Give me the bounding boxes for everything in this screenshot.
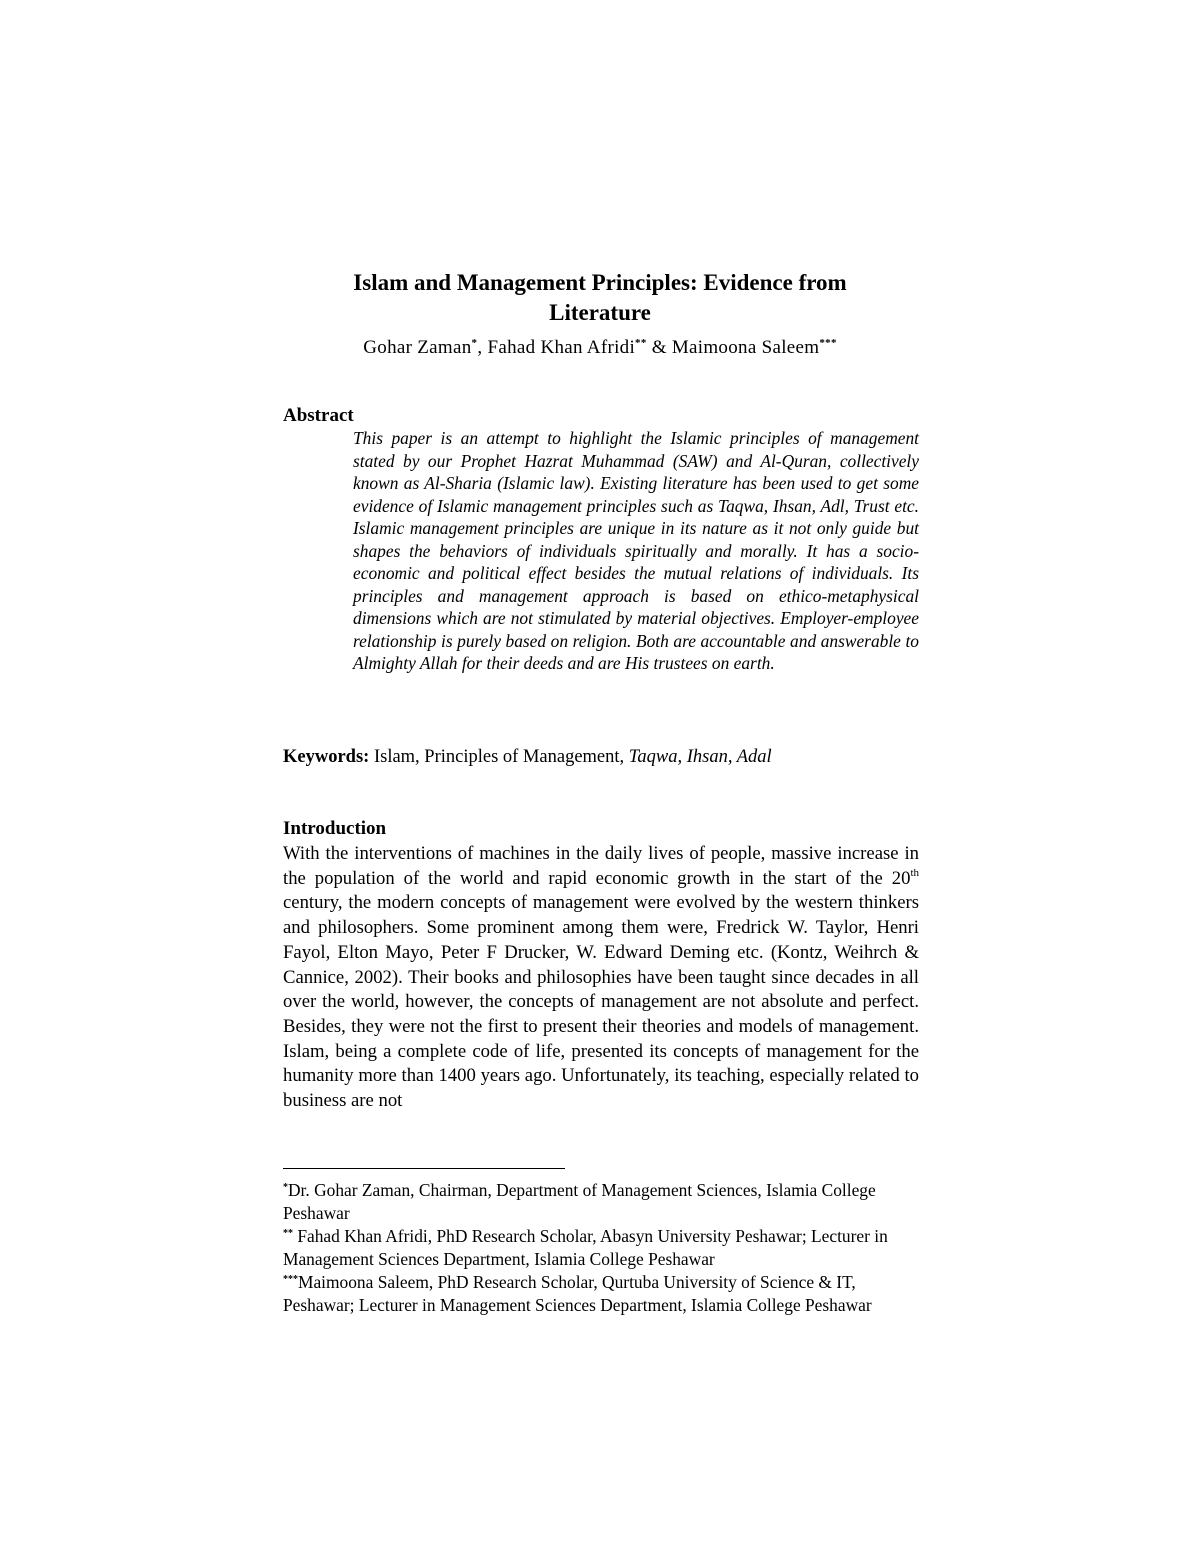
author-mark: ** xyxy=(635,337,647,349)
author-mark: *** xyxy=(819,337,837,349)
footnote-text: Fahad Khan Afridi, PhD Research Scholar, Abasyn University Peshawar; Lecturer in Management Sciences Department, Islamia College Peshawar xyxy=(283,1226,888,1269)
intro-superscript: th xyxy=(910,866,919,879)
paper-title xyxy=(0,268,1200,328)
introduction-heading: Introduction xyxy=(283,818,387,839)
title-line-1: Islam and Management Principles: Evidence from xyxy=(353,270,847,295)
keywords-label: Keywords: xyxy=(283,747,370,767)
abstract-heading: Abstract xyxy=(283,405,354,426)
footnote-mark: * xyxy=(283,1182,288,1193)
author-separator: & xyxy=(646,337,672,358)
footnotes xyxy=(283,1179,919,1317)
author-name: Fahad Khan Afridi xyxy=(487,337,636,358)
abstract-text: This paper is an attempt to highlight the Islamic principles of management stated by our Prophet Hazrat Muhammad (SAW) and Al-Quran, collectively known as Al-Sharia (Islamic law). Existing literature has been used to get some evidence of Islamic management principles such as Taqwa, Ihsan, Adl, Trust etc. Islamic management principles are unique in its nature as it not only guide but shapes the behaviors of individuals spiritually and morally. It has a socio-economic and political effect besides the mutual relations of individuals. Its principles and management approach is based on ethico-metaphysical dimensions which are not stimulated by material objectives. Employer-employee relationship is purely based on religion. Both are accountable and answerable to Almighty Allah for their deeds and are His trustees on earth. xyxy=(353,428,919,673)
footnote xyxy=(283,1225,919,1271)
author-mark: * xyxy=(471,337,478,349)
footnote xyxy=(283,1271,919,1317)
keywords-line xyxy=(283,745,772,769)
footnote-mark: *** xyxy=(283,1274,298,1285)
keywords-plain: Islam, Principles of Management, xyxy=(373,747,625,767)
intro-text-part-2: century, the modern concepts of management were evolved by the western thinkers and philosophers. Some prominent among them were, Fredrick W. Taylor, Henri Fayol, Elton Mayo, Peter F Drucker, W. Edward Deming etc. (Kontz, Weihrch & Cannice, 2002). Their books and philosophies have been taught since decades in all over the world, however, the concepts of management are not absolute and perfect. Besides, they were not the first to present their theories and models of management. Islam, being a complete code of life, presented its concepts of management for the humanity more than 1400 years ago. Unfortunately, its teaching, especially related to business are not xyxy=(283,892,919,1112)
intro-text-part-1: With the interventions of machines in the daily lives of people, massive increase in the population of the world and rapid economic growth in the start of the 20 xyxy=(283,843,919,889)
introduction-text xyxy=(283,842,919,1114)
title-line-2: Literature xyxy=(549,300,651,325)
footnote-divider xyxy=(283,1168,565,1169)
author-name: Maimoona Saleem xyxy=(671,337,820,358)
footnote-mark: ** xyxy=(283,1228,293,1239)
footnote-text: Dr. Gohar Zaman, Chairman, Department of Management Sciences, Islamia College Peshawar xyxy=(283,1180,876,1223)
author-list xyxy=(0,330,1200,361)
author-name: Gohar Zaman xyxy=(363,337,472,358)
footnote xyxy=(283,1179,919,1225)
author-separator: , xyxy=(477,337,488,358)
footnote-text: Maimoona Saleem, PhD Research Scholar, Qurtuba University of Science & IT, Peshawar; Lecturer in Management Sciences Department, Islamia College Peshawar xyxy=(283,1272,872,1315)
keywords-italic: Taqwa, Ihsan, Adal xyxy=(628,747,772,767)
